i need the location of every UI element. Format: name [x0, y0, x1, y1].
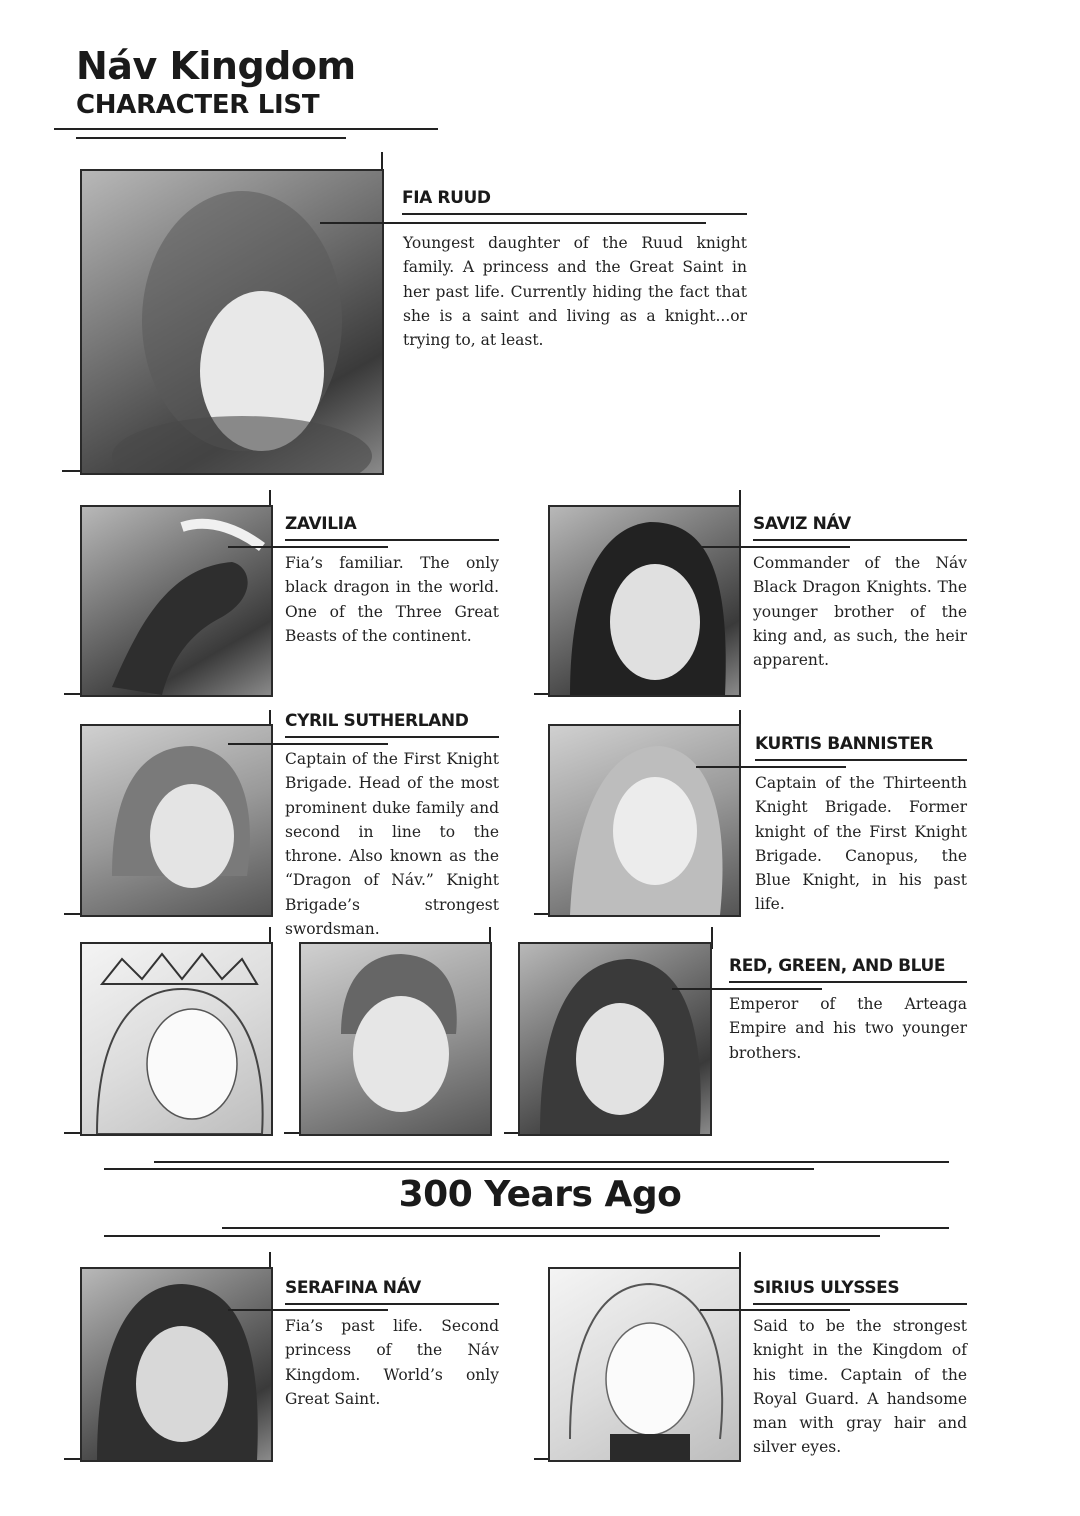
section-rule — [222, 1227, 949, 1229]
character-description: Said to be the strongest knight in the Kingdom of his time. Captain of the Royal Guard. A handsome man with gray hair and silver eyes. — [753, 1317, 967, 1457]
name-rule — [285, 1303, 499, 1305]
name-rule — [755, 759, 967, 761]
character-description: Captain of the First Knight Brigade. Head of the most prominent duke family and second in line to the throne. Also known as the “Dragon of Náv.” Knight Brigade’s strongest swordsman. — [285, 750, 499, 939]
character-description: Fia’s past life. Second princess of the Náv Kingdom. World’s only Great Saint. — [285, 1317, 499, 1408]
name-rule — [402, 213, 747, 215]
saviz-nav-portrait — [548, 505, 741, 697]
name-rule — [753, 1303, 967, 1305]
name-rule — [285, 736, 499, 738]
sirius-ulysses-portrait — [548, 1267, 741, 1462]
page-subtitle: CHARACTER LIST — [76, 90, 320, 120]
character-name: FIA RUUD — [402, 188, 491, 208]
name-rule-pointer — [672, 988, 822, 990]
name-rule-pointer — [228, 1309, 388, 1311]
portrait-illustration — [301, 944, 490, 1134]
green-portrait — [299, 942, 492, 1136]
portrait-illustration — [82, 944, 271, 1134]
serafina-nav-portrait — [80, 1267, 273, 1462]
character-description: Commander of the Náv Black Dragon Knights. The younger brother of the king and, as such, the heir apparent. — [753, 554, 967, 670]
section-rule — [104, 1235, 880, 1237]
name-rule-pointer — [320, 222, 706, 224]
character-description: Youngest daughter of the Ruud knight family. A princess and the Great Saint in her past life. Currently hiding the fact that she is a saint and living as a knight...or trying to, at least. — [403, 234, 747, 350]
zavilia-portrait — [80, 505, 273, 697]
section-title: 300 Years Ago — [398, 1174, 682, 1215]
character-name: ZAVILIA — [285, 514, 357, 534]
portrait-illustration — [82, 726, 271, 915]
name-rule — [729, 981, 967, 983]
character-name: SERAFINA NÁV — [285, 1278, 421, 1298]
name-rule-pointer — [696, 766, 846, 768]
name-rule-pointer — [228, 546, 388, 548]
character-description: Emperor of the Arteaga Empire and his two younger brothers. — [729, 995, 967, 1062]
character-name: KURTIS BANNISTER — [755, 734, 934, 754]
portrait-illustration — [82, 1269, 271, 1460]
portrait-illustration — [82, 171, 382, 473]
title-rule — [54, 128, 438, 130]
name-rule — [753, 539, 967, 541]
portrait-illustration — [550, 507, 739, 695]
portrait-illustration — [82, 507, 271, 695]
character-description: Captain of the Thirteenth Knight Brigade. Former knight of the First Knight Brigade. Canopus, the Blue Knight, in his past life. — [755, 774, 967, 914]
character-name: SIRIUS ULYSSES — [753, 1278, 900, 1298]
name-rule-pointer — [700, 546, 850, 548]
fia-ruud-portrait — [80, 169, 384, 475]
blue-portrait — [518, 942, 712, 1136]
portrait-illustration — [520, 944, 710, 1134]
name-rule — [285, 539, 499, 541]
character-name: CYRIL SUTHERLAND — [285, 711, 469, 731]
portrait-illustration — [550, 1269, 739, 1460]
character-name: RED, GREEN, AND BLUE — [729, 956, 946, 976]
character-name: SAVIZ NÁV — [753, 514, 851, 534]
section-rule — [154, 1161, 949, 1163]
red-portrait — [80, 942, 273, 1136]
kurtis-bannister-portrait — [548, 724, 741, 917]
section-rule — [104, 1168, 814, 1170]
name-rule-pointer — [228, 743, 388, 745]
page-title: Náv Kingdom — [76, 44, 356, 88]
cyril-sutherland-portrait — [80, 724, 273, 917]
title-rule-short — [76, 137, 346, 139]
name-rule-pointer — [700, 1309, 850, 1311]
portrait-illustration — [550, 726, 739, 915]
character-description: Fia’s familiar. The only black dragon in the world. One of the Three Great Beasts of the continent. — [285, 554, 499, 645]
